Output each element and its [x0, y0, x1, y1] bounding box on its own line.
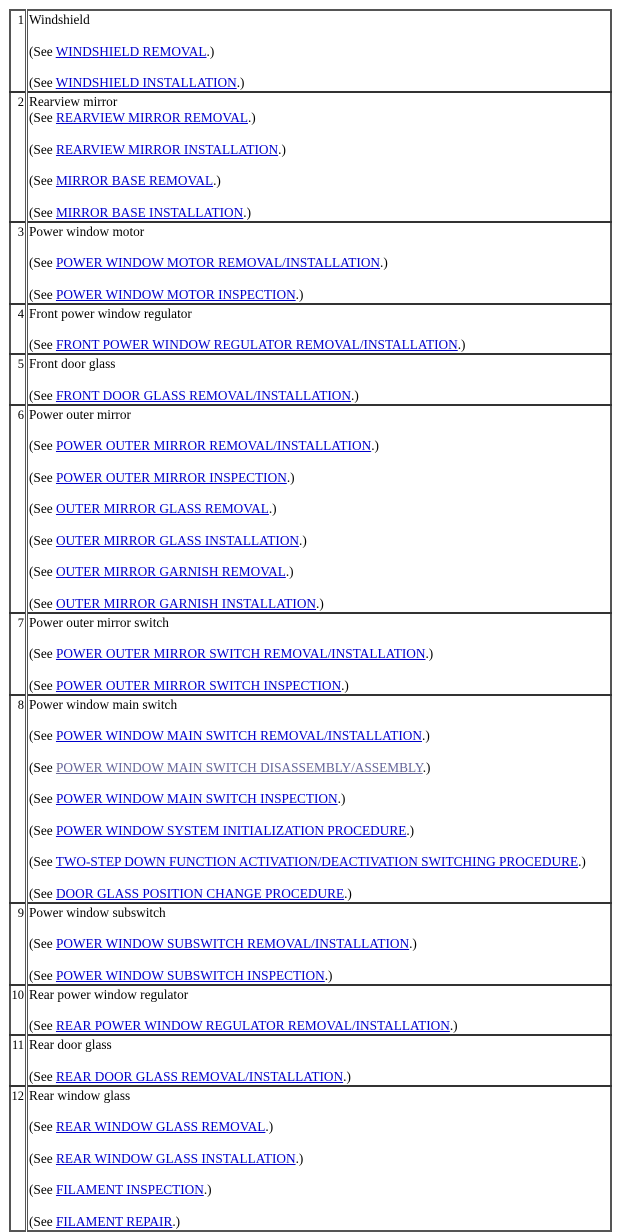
reference-link[interactable]: REAR WINDOW GLASS REMOVAL — [55, 1119, 266, 1134]
reference-link[interactable]: POWER WINDOW SYSTEM INITIALIZATION PROCEDURE — [55, 822, 407, 838]
item-number: 2 — [10, 92, 27, 222]
table-row — [10, 354, 611, 405]
parts-table-body — [10, 10, 611, 1231]
see-suffix: .) — [285, 564, 294, 579]
reference-link[interactable]: REAR POWER WINDOW REGULATOR REMOVAL/INSTALLATION — [55, 1018, 450, 1033]
see-suffix: .) — [422, 728, 430, 743]
see-suffix: .) — [278, 141, 286, 157]
item-details — [27, 354, 612, 405]
reference-line — [29, 886, 610, 902]
reference-line — [29, 678, 610, 694]
item-details — [27, 405, 612, 613]
reference-line — [29, 1214, 610, 1230]
table-row — [10, 1035, 611, 1086]
reference-line — [29, 728, 610, 744]
see-prefix: (See — [29, 438, 56, 453]
see-suffix: .) — [380, 255, 388, 270]
see-suffix: .) — [409, 936, 417, 951]
see-prefix: (See — [29, 532, 56, 548]
reference-link[interactable]: POWER WINDOW MAIN SWITCH INSPECTION — [55, 791, 338, 806]
item-number: 6 — [10, 405, 27, 613]
see-prefix: (See — [29, 646, 56, 661]
see-suffix: .) — [236, 75, 245, 90]
item-details — [27, 1035, 612, 1086]
reference-link[interactable]: REAR DOOR GLASS REMOVAL/INSTALLATION — [55, 1068, 344, 1084]
table-row — [10, 1086, 611, 1231]
see-suffix: .) — [406, 822, 415, 838]
see-prefix: (See — [29, 1150, 56, 1166]
see-suffix: .) — [213, 173, 221, 188]
see-suffix: .) — [295, 286, 304, 302]
reference-link[interactable]: POWER OUTER MIRROR REMOVAL/INSTALLATION — [55, 438, 372, 453]
see-suffix: .) — [457, 337, 466, 352]
reference-line — [29, 337, 610, 353]
reference-link[interactable]: OUTER MIRROR GARNISH INSTALLATION — [55, 595, 317, 611]
reference-link[interactable]: MIRROR BASE REMOVAL — [55, 173, 214, 188]
reference-link[interactable]: DOOR GLASS POSITION CHANGE PROCEDURE — [55, 885, 345, 901]
item-details — [27, 695, 612, 903]
reference-link[interactable]: REARVIEW MIRROR INSTALLATION — [55, 141, 279, 157]
table-row — [10, 613, 611, 695]
reference-line — [29, 438, 610, 454]
item-number: 3 — [10, 222, 27, 304]
reference-link[interactable]: FRONT POWER WINDOW REGULATOR REMOVAL/INSTALLATION — [55, 337, 458, 352]
item-name: Rear power window regulator — [29, 986, 189, 1002]
parts-table — [9, 9, 612, 1232]
see-suffix: .) — [351, 387, 359, 403]
see-prefix: (See — [29, 967, 56, 983]
see-prefix: (See — [29, 110, 56, 125]
see-suffix: .) — [341, 677, 349, 693]
see-prefix: (See — [29, 43, 56, 59]
table-row — [10, 405, 611, 613]
see-suffix: .) — [343, 1068, 351, 1084]
reference-line — [29, 388, 610, 404]
reference-link[interactable]: OUTER MIRROR GARNISH REMOVAL — [55, 564, 286, 579]
reference-link[interactable]: WINDSHIELD INSTALLATION — [55, 75, 237, 90]
see-suffix: .) — [206, 43, 215, 59]
reference-line — [29, 854, 610, 870]
item-number: 8 — [10, 695, 27, 903]
item-details — [27, 985, 612, 1036]
see-prefix: (See — [29, 1119, 56, 1134]
see-suffix: .) — [371, 438, 379, 453]
see-prefix: (See — [29, 337, 56, 352]
table-row — [10, 10, 611, 92]
reference-link[interactable]: POWER OUTER MIRROR SWITCH REMOVAL/INSTALLATION — [55, 646, 426, 661]
see-prefix: (See — [29, 728, 56, 743]
see-suffix: .) — [286, 469, 295, 485]
reference-link[interactable]: TWO-STEP DOWN FUNCTION ACTIVATION/DEACTIVATION SWITCHING PROCEDURE — [55, 854, 579, 869]
see-prefix: (See — [29, 1213, 56, 1229]
reference-link[interactable]: REAR WINDOW GLASS INSTALLATION — [55, 1150, 296, 1166]
see-prefix: (See — [29, 564, 56, 579]
reference-link[interactable]: MIRROR BASE INSTALLATION — [55, 204, 244, 220]
reference-link[interactable]: POWER WINDOW MOTOR REMOVAL/INSTALLATION — [55, 255, 381, 270]
see-prefix: (See — [29, 75, 56, 90]
item-details — [27, 613, 612, 695]
see-suffix: .) — [337, 791, 346, 806]
item-number: 5 — [10, 354, 27, 405]
item-details — [27, 92, 612, 222]
reference-line — [29, 173, 610, 189]
reference-link[interactable]: POWER OUTER MIRROR INSPECTION — [55, 469, 287, 485]
see-prefix: (See — [29, 791, 56, 806]
see-suffix: .) — [316, 595, 324, 611]
see-prefix: (See — [29, 469, 56, 485]
reference-line — [29, 968, 610, 984]
table-row — [10, 222, 611, 304]
reference-line — [29, 110, 610, 126]
see-prefix: (See — [29, 936, 56, 951]
see-prefix: (See — [29, 677, 56, 693]
item-number: 1 — [10, 10, 27, 92]
see-suffix: .) — [243, 204, 252, 220]
reference-link[interactable]: WINDSHIELD REMOVAL — [55, 43, 207, 59]
item-name: Rear door glass — [29, 1037, 112, 1052]
item-details — [27, 10, 612, 92]
reference-link[interactable]: POWER WINDOW MAIN SWITCH REMOVAL/INSTALLATION — [55, 728, 423, 743]
see-prefix: (See — [29, 141, 56, 157]
see-prefix: (See — [29, 387, 56, 403]
see-suffix: .) — [422, 759, 431, 775]
see-prefix: (See — [29, 822, 56, 838]
see-suffix: .) — [578, 854, 586, 869]
reference-line — [29, 760, 610, 776]
item-name: Power outer mirror switch — [29, 614, 169, 630]
item-name: Front power window regulator — [29, 305, 192, 321]
item-details — [27, 222, 612, 304]
table-row — [10, 985, 611, 1036]
reference-line — [29, 1151, 610, 1167]
see-suffix: .) — [172, 1213, 181, 1229]
reference-link[interactable]: POWER OUTER MIRROR SWITCH INSPECTION — [55, 677, 342, 693]
see-prefix: (See — [29, 1018, 56, 1033]
see-prefix: (See — [29, 854, 56, 869]
reference-line — [29, 1018, 610, 1034]
reference-line — [29, 44, 610, 60]
see-prefix: (See — [29, 173, 56, 188]
see-suffix: .) — [299, 532, 307, 548]
item-details — [27, 903, 612, 985]
see-suffix: .) — [203, 1182, 212, 1197]
reference-line — [29, 470, 610, 486]
reference-line — [29, 823, 610, 839]
item-number: 12 — [10, 1086, 27, 1231]
reference-line — [29, 1182, 610, 1198]
table-row — [10, 92, 611, 222]
reference-line — [29, 1119, 610, 1135]
reference-link[interactable]: FILAMENT INSPECTION — [55, 1182, 204, 1197]
item-name: Front door glass — [29, 356, 116, 371]
see-prefix: (See — [29, 1182, 56, 1197]
reference-link[interactable]: POWER WINDOW MAIN SWITCH DISASSEMBLY/ASSEMBLY — [55, 759, 423, 775]
reference-link[interactable]: REARVIEW MIRROR REMOVAL — [55, 110, 248, 125]
see-suffix: .) — [449, 1018, 458, 1033]
see-prefix: (See — [29, 595, 56, 611]
item-name: Power outer mirror — [29, 406, 131, 422]
item-name: Power window motor — [29, 223, 145, 239]
see-suffix: .) — [425, 646, 434, 661]
reference-line — [29, 1069, 610, 1085]
item-name: Rearview mirror — [29, 94, 118, 109]
reference-line — [29, 75, 610, 91]
reference-link[interactable]: POWER WINDOW SUBSWITCH INSPECTION — [55, 967, 325, 983]
item-name: Windshield — [29, 12, 90, 27]
see-prefix: (See — [29, 255, 56, 270]
see-suffix: .) — [344, 885, 352, 901]
reference-link[interactable]: FILAMENT REPAIR — [55, 1213, 173, 1229]
see-prefix: (See — [29, 286, 56, 302]
reference-line — [29, 596, 610, 612]
see-prefix: (See — [29, 759, 56, 775]
table-row — [10, 695, 611, 903]
see-prefix: (See — [29, 1068, 56, 1084]
item-details — [27, 1086, 612, 1231]
item-name: Power window main switch — [29, 696, 178, 712]
item-name: Power window subswitch — [29, 904, 166, 920]
item-details — [27, 304, 612, 355]
item-number: 11 — [10, 1035, 27, 1086]
reference-line — [29, 287, 610, 303]
item-name: Rear window glass — [29, 1087, 131, 1103]
item-number: 10 — [10, 985, 27, 1036]
reference-line — [29, 646, 610, 662]
reference-line — [29, 533, 610, 549]
reference-link[interactable]: OUTER MIRROR GLASS REMOVAL — [55, 501, 269, 516]
see-prefix: (See — [29, 501, 56, 516]
see-suffix: .) — [268, 501, 277, 516]
reference-line — [29, 791, 610, 807]
reference-line — [29, 501, 610, 517]
reference-link[interactable]: POWER WINDOW MOTOR INSPECTION — [55, 286, 296, 302]
reference-line — [29, 564, 610, 580]
see-suffix: .) — [265, 1119, 274, 1134]
see-suffix: .) — [295, 1150, 304, 1166]
reference-line — [29, 936, 610, 952]
reference-link[interactable]: FRONT DOOR GLASS REMOVAL/INSTALLATION — [55, 387, 352, 403]
see-prefix: (See — [29, 885, 56, 901]
reference-line — [29, 255, 610, 271]
see-suffix: .) — [247, 110, 256, 125]
see-suffix: .) — [324, 967, 333, 983]
table-row — [10, 304, 611, 355]
table-row — [10, 903, 611, 985]
reference-line — [29, 142, 610, 158]
reference-link[interactable]: OUTER MIRROR GLASS INSTALLATION — [55, 532, 300, 548]
see-prefix: (See — [29, 204, 56, 220]
reference-line — [29, 205, 610, 221]
item-number: 9 — [10, 903, 27, 985]
item-number: 7 — [10, 613, 27, 695]
item-number: 4 — [10, 304, 27, 355]
reference-link[interactable]: POWER WINDOW SUBSWITCH REMOVAL/INSTALLATION — [55, 936, 410, 951]
